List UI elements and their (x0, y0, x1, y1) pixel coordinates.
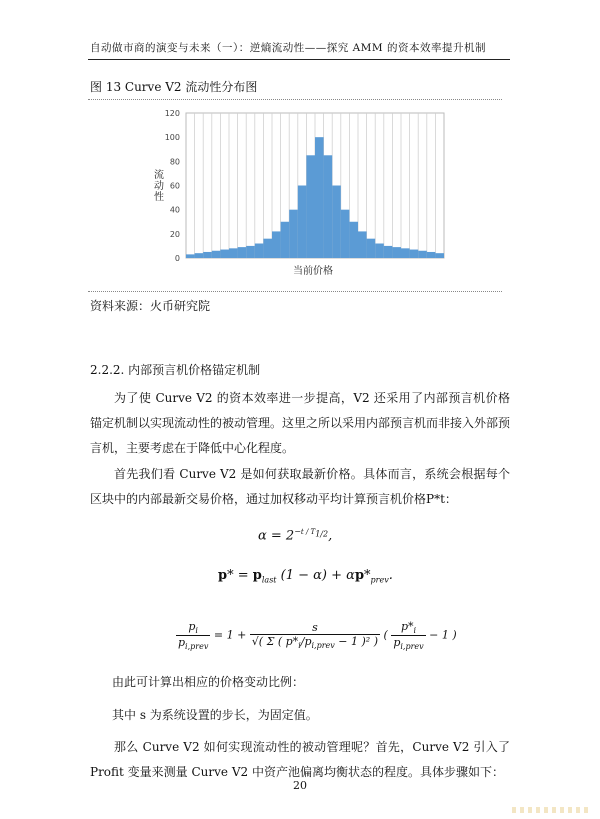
bar (401, 248, 410, 258)
bar (306, 155, 315, 258)
y-tick-label: 60 (169, 181, 180, 191)
chart-bars (186, 137, 444, 258)
y-tick-label: 100 (164, 133, 180, 143)
y-tick-label: 120 (164, 109, 180, 118)
bar (341, 210, 350, 258)
chart-y-ticks (165, 109, 180, 263)
figure-source: 资料来源：火币研究院 (90, 299, 211, 313)
bar (315, 137, 324, 258)
figure-top-rule (88, 99, 502, 100)
bar (332, 186, 341, 259)
section-heading: 2.2.2. 内部预言机价格锚定机制 (90, 363, 261, 377)
bar (418, 251, 427, 258)
bar (375, 244, 384, 259)
bar (263, 239, 272, 258)
bar (195, 253, 204, 258)
bar (367, 239, 376, 258)
chart-x-label: 当前价格 (293, 266, 333, 277)
bar (255, 244, 264, 259)
y-tick-label: 40 (169, 205, 180, 215)
y-tick-label: 20 (169, 229, 180, 239)
liquidity-chart (140, 103, 450, 283)
running-header: 自动做市商的演变与未来（一）：逆熵流动性——探究 AMM 的资本效率提升机制 (90, 42, 487, 54)
bar (281, 222, 290, 258)
bar (427, 252, 436, 258)
paragraph-2: 首先我们看 Curve V2 是如何获取最新价格。具体而言，系统会根据每个区块中的内部最新交易价格，通过加权移动平均计算预言机价格P*t： (90, 467, 510, 506)
bar (272, 231, 281, 258)
bar (298, 186, 307, 259)
bar (358, 231, 367, 258)
text-line-1: 由此可计算出相应的价格变动比例： (112, 675, 305, 689)
header-rule (88, 59, 510, 60)
bar (324, 155, 333, 258)
figure-title: 图 13 Curve V2 流动性分布图 (90, 80, 258, 94)
bar (229, 248, 238, 258)
y-tick-label: 0 (174, 254, 180, 263)
bar (392, 247, 401, 258)
paragraph-1: 为了使 Curve V2 的资本效率进一步提高，V2 还采用了内部预言机价格锚定机制以实现流动性的被动管理。这里之所以采用内部预言机而非接入外部预言机，主要考虑在于降低中心化程度。 (90, 391, 511, 455)
bar (435, 253, 444, 258)
bar (410, 250, 419, 258)
bar (246, 246, 255, 258)
paragraph-3: 那么 Curve V2 如何实现流动性的被动管理呢？首先，Curve V2 引入了 Profit 变量来测量 Curve V2 中资产池偏离均衡状态的程度。具体步骤如下： (90, 740, 510, 779)
bar (384, 246, 393, 258)
bar (349, 222, 358, 258)
y-tick-label: 80 (169, 157, 180, 167)
bar (289, 210, 298, 258)
chart-y-label: 流动性 (154, 170, 164, 203)
bar (203, 252, 212, 258)
formula-oracle-price: $p* = p_{last}$ $(1 - \alpha) + \alpha p*_{prev}$. (218, 568, 393, 585)
formula-price-ratio: $\frac{p_i}{p_{i,prev}}$ = 1 + $\frac{s}{√( \Sigma ( p*_i/p_{i,prev} - 1 )^2 )}$ ( $\frac{p*_i}{p_{i,prev}}$ − 1 ) (178, 620, 457, 652)
page-number: 20 (293, 779, 307, 792)
bar (186, 254, 195, 258)
formula-alpha: $\alpha = 2^{-t / T_{1/2}}$, (258, 527, 333, 544)
bar (238, 247, 247, 258)
text-line-2: 其中 s 为系统设置的步长，为固定值。 (112, 708, 318, 722)
bar (212, 251, 221, 258)
bar (220, 250, 229, 258)
corner-decoration (512, 807, 592, 813)
figure-bottom-rule (88, 291, 502, 292)
